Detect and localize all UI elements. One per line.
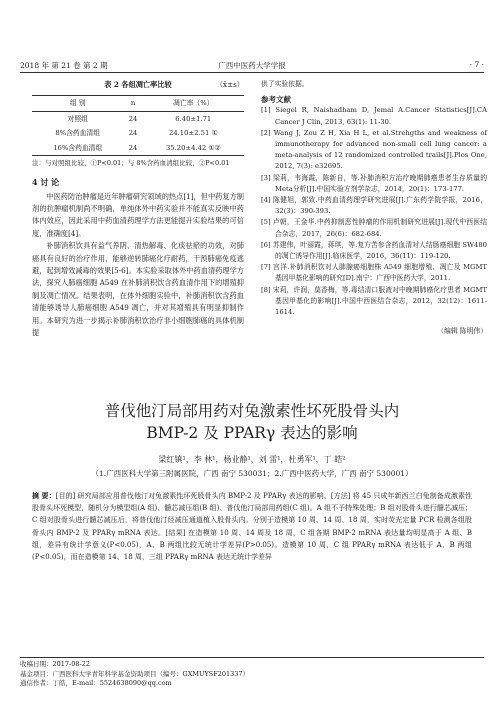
reference-item: [8] 宋莉，许润，莫香梅，等.毒结清口服液对中晚期肺癌化疗患者 MGMT 基因甲基化的影响[J].中国中西医结合杂志，2012，32(12)：1611-1614. — [261, 285, 487, 317]
journal-name: 广西中医药大学学报 — [218, 61, 286, 70]
table-cell: 8%含药血清组 — [55, 129, 101, 138]
contact-info: 通信作者：丁皓，E-mail：5524638090@qq.com — [20, 679, 172, 688]
column-header: n — [123, 96, 142, 112]
column-header: 凋亡率（%） — [143, 96, 244, 112]
section-heading: 4 讨 论 — [32, 177, 60, 188]
table-cell: 对照组 — [67, 115, 88, 123]
authors: 梁红镇¹，李 林¹，杨业静¹，刘 雷¹，杜勇军¹，丁 皓² — [158, 455, 346, 464]
table-cell: 24.10±2.51 ① — [169, 129, 218, 138]
received-date: 收稿日期：2017-08-22 — [20, 660, 90, 668]
fund-info: 基金项目：广西医科大学青年科学基金资助项目（编号：GXMUYSF201337） — [20, 669, 250, 678]
table-cell: 35.20±4.42 ①② — [143, 141, 244, 156]
title-line: 普伐他汀局部用药对兔激素性坏死股骨头内 — [104, 402, 400, 420]
abstract — [32, 490, 472, 563]
reference-item: [2] Wang J, Zou Z H, Xia H L, et al.Strehgths and weakness of immunotherapy for advanced non-small cell lung cancer: a meta-analysis of 12 randomized controlled trails[J].Plos One, 2012, 7(3): e32695. — [261, 128, 487, 171]
table-cell: 6.40±1.71 — [175, 115, 212, 123]
reference-item: [5] 卢朝，王金华.中药抑制恶性肿瘤的作用机制研究进展[J].现代中西医结合杂志，2017，26(6)：682-684. — [261, 218, 487, 238]
running-header — [20, 58, 484, 73]
apoptosis-table — [32, 95, 244, 156]
right-column — [261, 79, 487, 337]
table-row — [32, 112, 244, 127]
paragraph: 补肺消积饮具有益气养阴、清热解毒、化痰祛瘀的功效，对肺癌具有良好的治疗作用，能够逆转肺癌化疗耐药，干预肺癌免疫逃避，起到增效减毒的效果[5-6]。本实验采取体外中药血清药理学方法，探究人肺癌细胞 A549 在补肺消积饮含药血清作用下的增殖抑制及凋亡情况。结果表明，在体外细胞实验中，补肺消积饮含药血清能够诱导人肺癌细胞 A549 凋亡，并对其增殖具有明显抑制作用。本研究为进一步揭示补肺消积饮治疗非小细胞肺癌的具体机制提 — [32, 241, 244, 338]
column-header: 组 别 — [32, 96, 123, 112]
editor-credit: （编辑 陈明伟） — [437, 327, 487, 336]
table-unit: （x̄±s） — [215, 80, 244, 89]
page-number: · 7 · — [469, 60, 484, 69]
table-cell: 24 — [123, 141, 142, 156]
left-column — [32, 79, 244, 340]
journal-issue: 2018 年 第 21 卷 第 2 期 — [20, 61, 108, 70]
reference-item: [1] Siegel R, Naishadham D, Jemal A.Cancer Statistics[J].CA Cancer J Clin, 2013, 63(1): 11-30. — [261, 106, 487, 126]
reference-item: [6] 苏建伟，叶丽霞，蒋琪，等.复方苦参含药血清对人结肠癌细胞 SW480 的凋亡诱导作用[J].临床医学，2016，36(11)：119-120. — [261, 240, 487, 261]
table-note: 注：与对照组比较，①P<0.01；与 8%含药血清组比较，②P<0.01 — [32, 159, 230, 168]
table-caption — [32, 79, 244, 93]
table-row — [32, 141, 244, 156]
table-cell: 24 — [128, 129, 138, 138]
table-cell: 24 — [128, 115, 138, 123]
abstract-text: [目的] 研究局部应用普伐他汀对兔激素性坏死股骨头内 BMP-2 及 PPARγ 表达的影响。[方法] 将 45 只成年新西兰白兔制备成激素性股骨头坏死模型，随机分为模型组(A 组)、髓芯减压组(B 组)、普伐他汀局部用药组(C 组)。A 组不予特殊处理；B 组对股骨头进行髓芯减压；C 组对股骨头进行髓芯减压后，将普伐他汀经减压通道植入股骨头内。分别于造模第 10 周、14 周、18 周，实时荧光定量 PCR 检测各组股骨头内 BMP-2 及 PPARγ mRNA 表达。[结果] 在造模第 10 周、14 周及 18 周，C 组各期 BMP-2 mRNA 表达量均明显高于 A 组、B 组，差异有统计学意义(P<0.05)，A、B 两组比较无统计学差异(P>0.05)。造模第 10 周，C 组 PPARγ mRNA 表达低于 A、B 两组(P<0.05)，而在造模第 14、18 周，三组 PPARγ mRNA 表达无统计学差异 — [32, 492, 473, 562]
reference-item: [7] 宫洋.补肺消积饮对人肺腺癌细胞株 A549 细胞增殖、凋亡及 MGMT 基因甲基化影响的研究[D].南宁：广西中医药大学，2011. — [261, 263, 487, 283]
title-line: BMP-2 及 PPARγ 表达的影响 — [146, 424, 358, 442]
affiliation: （1.广西医科大学第三附属医院，广西 南宁 530031；2.广西中医药大学，广西 南宁 530001） — [91, 469, 413, 478]
paragraph-continuation: 供了实验依据。 — [261, 80, 309, 88]
reference-item: [3] 梁莉，韦海霞，陈新自，等.补肺消积方治疗晚期肺癌患者生存质量的Meta分析[J].中国实验方剂学杂志，2014，20(1)：173-177. — [261, 173, 487, 193]
references-heading: 参考文献 — [261, 95, 291, 105]
abstract-label: 摘 要： — [32, 491, 56, 500]
reference-item: [4] 陈健旭，郭致.中药血清药理学研究进展[J].广东药学院学报，2016，32(3)：390-393. — [261, 196, 487, 216]
paragraph: 中医药防治肿瘤是近年肿瘤研究领域的热点[1]，但中药复方制剂的抗肿瘤机制尚不明确，单纯体外中药实验并不能真实反映中药体内效应，因此采用中药血清药理学方法更能提升实验结果的可信度，准确度[4]。 — [32, 191, 244, 238]
table-title: 表 2 各组凋亡率比较 — [104, 80, 172, 89]
article-title — [20, 400, 484, 444]
footnote — [20, 657, 484, 689]
table-cell: 16%含药血清组 — [32, 141, 123, 156]
table-row — [32, 126, 244, 140]
